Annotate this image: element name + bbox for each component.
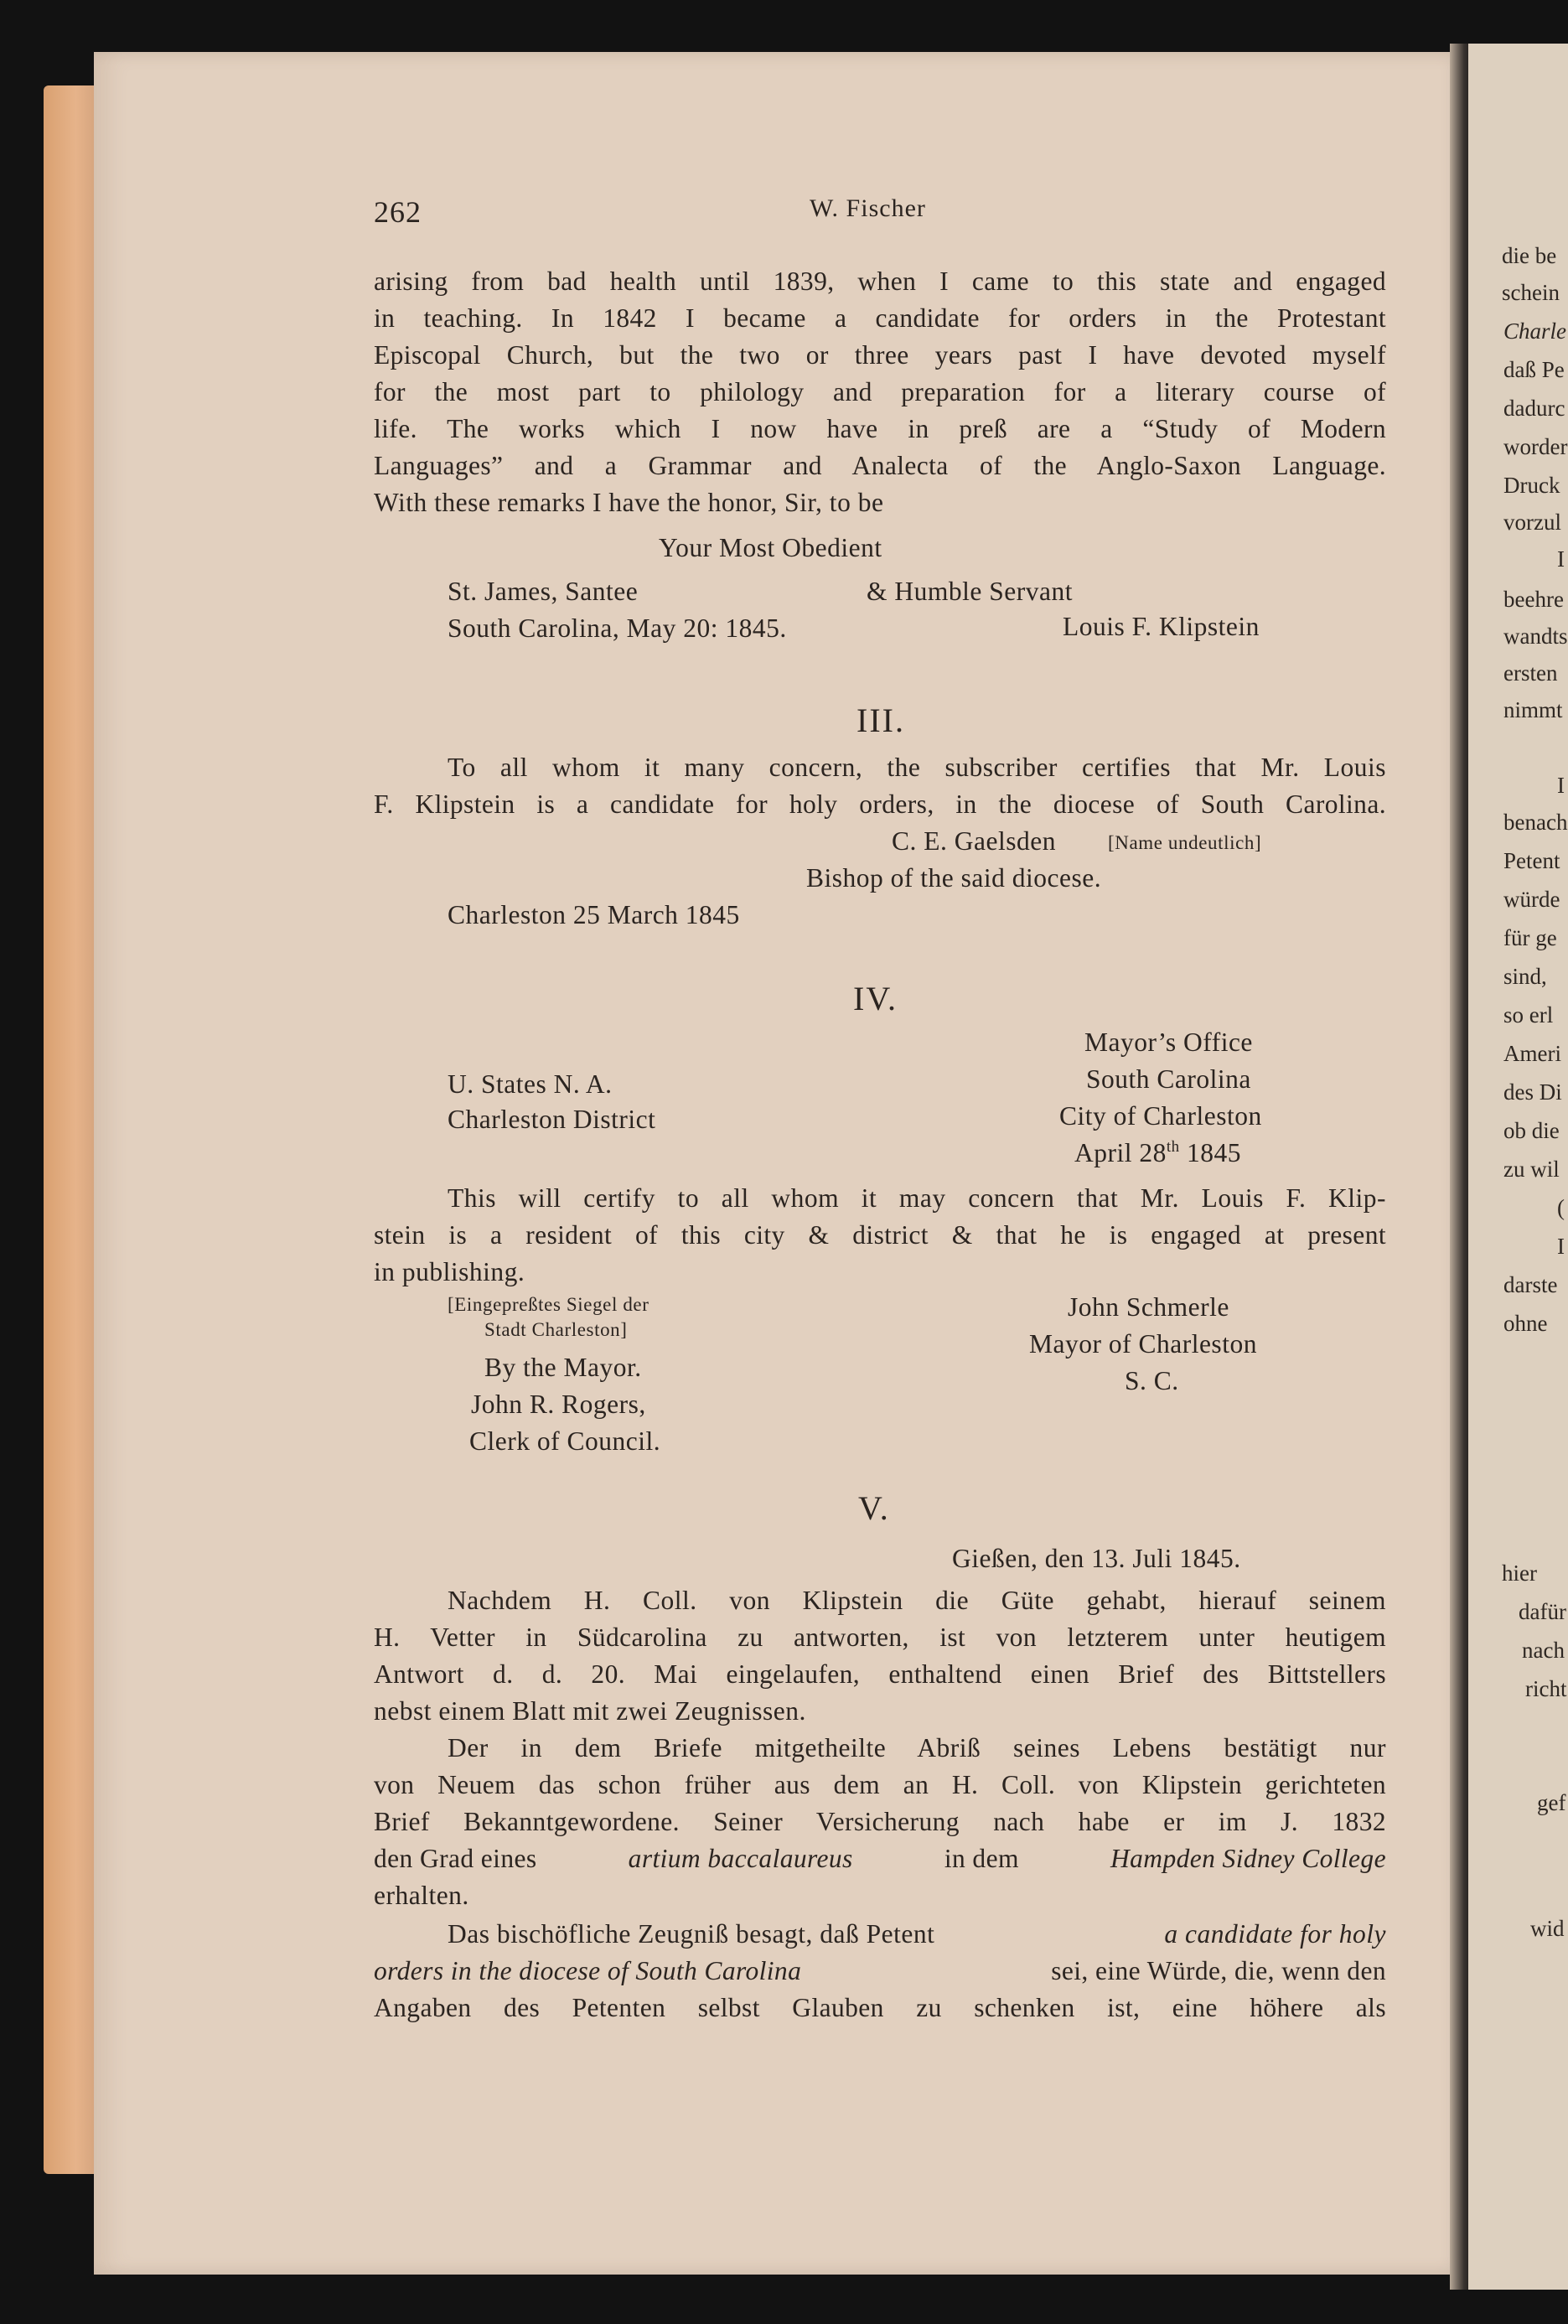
facing-line: richt xyxy=(1525,1676,1567,1701)
facing-line: vorzul xyxy=(1503,510,1561,535)
body-line xyxy=(374,1956,1386,1986)
facing-line: Charle xyxy=(1503,318,1567,344)
facing-line: so erl xyxy=(1503,1002,1554,1027)
letter-line: in teaching. In 1842 I became a candidate for orders in the Protestant xyxy=(374,303,1386,333)
facing-line: nimmt xyxy=(1503,697,1563,722)
mayor-line: John Schmerle xyxy=(1068,1292,1229,1322)
jurisdiction-line: Charleston District xyxy=(448,1105,656,1134)
body-text: Das bischöfliche Zeugniß besagt, daß Petent xyxy=(448,1919,935,1949)
letter-closing: Your Most Obedient xyxy=(659,533,882,562)
certificate-date: Charleston 25 March 1845 xyxy=(448,900,740,929)
body-line: Der in dem Briefe mitgetheilte Abriß seines Lebens bestätigt nur xyxy=(448,1733,1386,1762)
clerk-line: By the Mayor. xyxy=(484,1353,642,1382)
facing-line: für ge xyxy=(1503,925,1557,950)
body-line xyxy=(374,1844,1386,1874)
section-numeral: IV. xyxy=(853,980,898,1017)
letter-closing: & Humble Servant xyxy=(867,577,1073,606)
body-text: den Grad eines xyxy=(374,1844,537,1873)
facing-page xyxy=(1468,44,1568,2290)
certificate-line: F. Klipstein is a candidate for holy orders, in the diocese of South Carolina. xyxy=(374,789,1386,819)
clerk-line: Clerk of Council. xyxy=(469,1426,661,1456)
body-line: Antwort d. d. 20. Mai eingelaufen, enthaltend einen Brief des Bittstellers xyxy=(374,1659,1386,1689)
facing-line: nach xyxy=(1522,1638,1565,1663)
body-line: von Neuem das schon früher aus dem an H. Coll. von Klipstein gerichteten xyxy=(374,1770,1386,1799)
office-date-day: April 28 xyxy=(1074,1138,1167,1167)
facing-line: wandts xyxy=(1503,624,1568,649)
certificate-line: stein is a resident of this city & district & that he is engaged at present xyxy=(374,1220,1386,1250)
mayor-line: Mayor of Charleston xyxy=(1029,1329,1257,1359)
facing-line: I xyxy=(1557,1234,1565,1259)
facing-line: des Di xyxy=(1503,1079,1562,1105)
dateline: Gießen, den 13. Juli 1845. xyxy=(952,1544,1241,1573)
certificate-line: To all whom it many concern, the subscriber certifies that Mr. Louis xyxy=(448,753,1386,782)
facing-line: ersten xyxy=(1503,660,1558,686)
facing-line: dafür xyxy=(1519,1599,1566,1624)
mayor-line: S. C. xyxy=(1125,1366,1179,1395)
body-text: in dem xyxy=(944,1844,1019,1873)
body-line: Brief Bekanntgewordene. Seiner Versicherung nach habe er im J. 1832 xyxy=(374,1807,1386,1836)
letter-line: With these remarks I have the honor, Sir, to be xyxy=(374,488,884,517)
letter-line: life. The works which I now have in preß are a “Study of Modern xyxy=(374,414,1386,443)
office-date-year: 1845 xyxy=(1187,1138,1242,1167)
body-line: Nachdem H. Coll. von Klipstein die Güte gehabt, hierauf seinem xyxy=(448,1586,1386,1615)
facing-line: wid xyxy=(1530,1916,1565,1941)
facing-line: daß Pe xyxy=(1503,357,1565,382)
facing-line: beehre xyxy=(1503,587,1564,612)
facing-line: I xyxy=(1557,546,1565,572)
body-line: Angaben des Petenten selbst Glauben zu schenken ist, eine höhere als xyxy=(374,1993,1386,2022)
facing-line: benach xyxy=(1503,810,1568,835)
letter-line: for the most part to philology and preparation for a literary course of xyxy=(374,377,1386,406)
quoted-phrase: a candidate for holy xyxy=(1164,1919,1386,1949)
section-numeral: III. xyxy=(856,701,905,739)
certificate-signer-title: Bishop of the said diocese. xyxy=(806,863,1102,893)
facing-line: würde xyxy=(1503,887,1560,912)
body-text: sei, eine Würde, die, wenn den xyxy=(1051,1956,1386,1985)
seal-note: Stadt Charleston] xyxy=(484,1319,628,1340)
section-numeral: V. xyxy=(858,1489,890,1527)
facing-line: die be xyxy=(1502,243,1557,268)
facing-line: zu wil xyxy=(1503,1157,1560,1182)
running-head: W. Fischer xyxy=(810,194,926,222)
seal-note: [Eingepreßtes Siegel der xyxy=(448,1294,649,1315)
body-line: nebst einem Blatt mit zwei Zeugnissen. xyxy=(374,1696,806,1726)
facing-line: sind, xyxy=(1503,964,1547,989)
facing-line: ( xyxy=(1557,1195,1565,1220)
letter-place: St. James, Santee xyxy=(448,577,639,606)
office-line: Mayor’s Office xyxy=(1084,1027,1253,1057)
facing-line: ob die xyxy=(1503,1118,1560,1143)
facing-line: hier xyxy=(1502,1561,1537,1586)
certificate-signer: C. E. Gaelsden xyxy=(892,826,1056,856)
certificate-line: in publishing. xyxy=(374,1257,525,1286)
editor-note: [Name undeutlich] xyxy=(1108,832,1262,853)
facing-line: schein xyxy=(1502,280,1560,305)
page-number: 262 xyxy=(374,195,422,229)
certificate-line: This will certify to all whom it may concern that Mr. Louis F. Klip- xyxy=(448,1183,1386,1213)
body-line xyxy=(448,1919,1386,1949)
facing-line: worder xyxy=(1503,434,1568,459)
letter-line: Episcopal Church, but the two or three years past I have devoted myself xyxy=(374,340,1386,370)
letter-line: arising from bad health until 1839, when I came to this state and engaged xyxy=(374,267,1386,296)
office-line: City of Charleston xyxy=(1059,1101,1262,1131)
office-date-suffix: th xyxy=(1166,1138,1180,1156)
letter-signature: Louis F. Klipstein xyxy=(1063,612,1260,641)
facing-line: dadurc xyxy=(1503,396,1565,421)
facing-line: darste xyxy=(1503,1272,1558,1297)
facing-line: Druck xyxy=(1503,473,1560,498)
office-line: South Carolina xyxy=(1086,1064,1251,1094)
letter-line: Languages” and a Grammar and Analecta of the Anglo-Saxon Language. xyxy=(374,451,1386,480)
facing-line: I xyxy=(1557,773,1565,798)
jurisdiction-line: U. States N. A. xyxy=(448,1069,613,1099)
letter-place: South Carolina, May 20: 1845. xyxy=(448,613,787,643)
facing-line: Ameri xyxy=(1503,1041,1561,1066)
college-name: Hampden Sidney College xyxy=(1110,1844,1386,1873)
quoted-phrase: orders in the diocese of South Carolina xyxy=(374,1956,802,1985)
clerk-line: John R. Rogers, xyxy=(471,1390,646,1419)
facing-line: Petent xyxy=(1503,848,1560,873)
body-line: H. Vetter in Südcarolina zu antworten, ist von letzterem unter heutigem xyxy=(374,1623,1386,1652)
facing-line: gef xyxy=(1537,1790,1566,1815)
body-line: erhalten. xyxy=(374,1881,469,1910)
office-date xyxy=(1074,1138,1241,1168)
latin-term: artium baccalaureus xyxy=(628,1844,853,1873)
facing-line: ohne xyxy=(1503,1311,1548,1336)
